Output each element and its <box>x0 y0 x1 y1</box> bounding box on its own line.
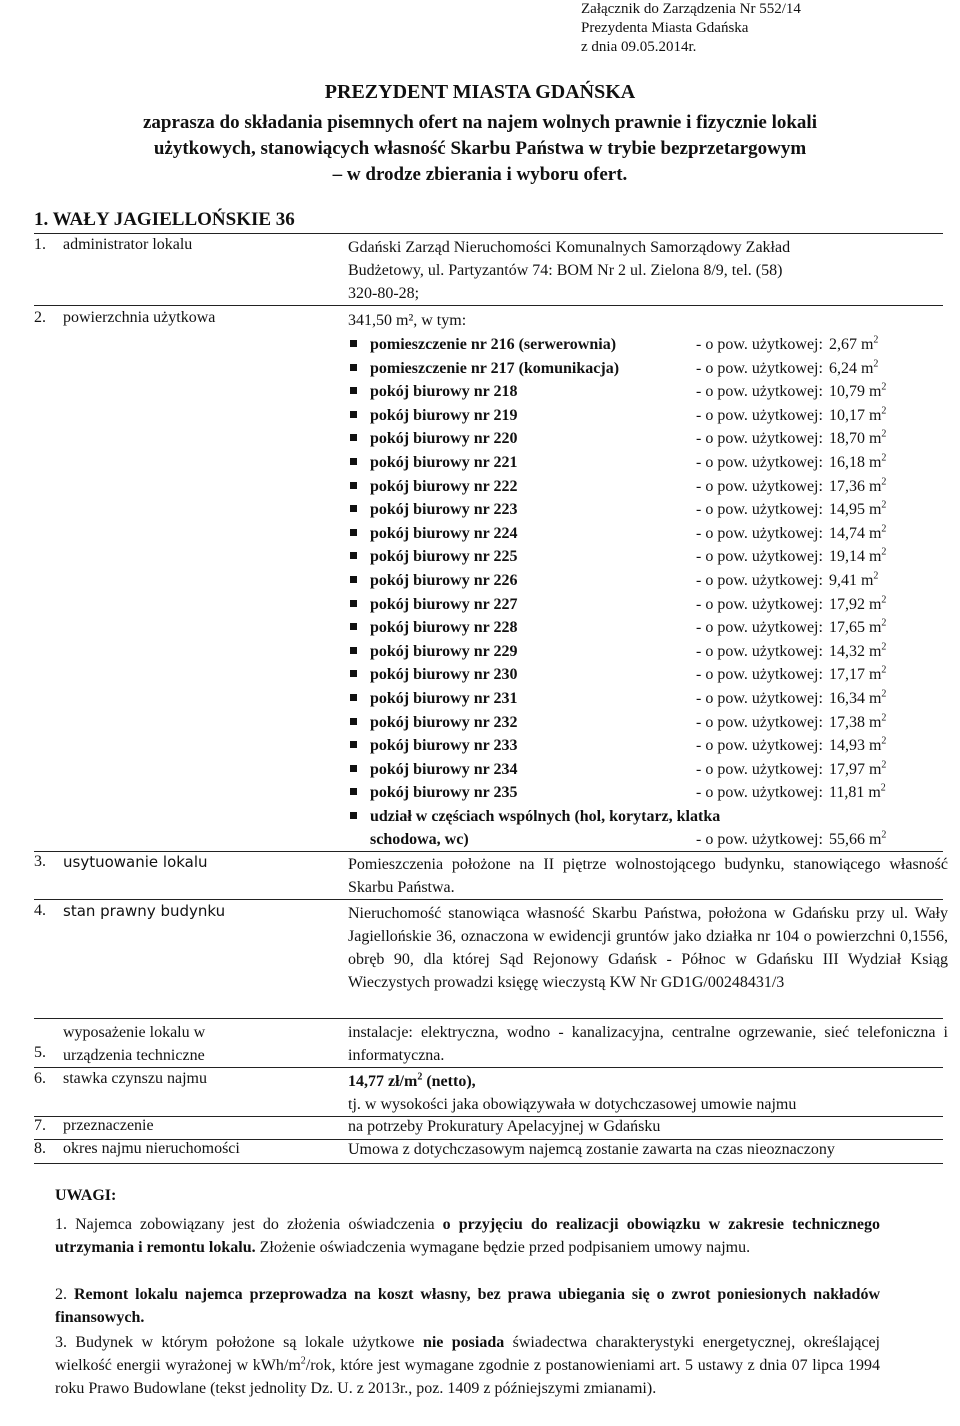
room-area: 14,95 $m^2$ <box>828 499 887 519</box>
label-line: wyposażenie lokalu w <box>63 1024 206 1041</box>
bullet-icon <box>350 781 370 805</box>
note-2: 2. Remont lokalu najemca przeprowadza na koszt własny, bez prawa ubiegania się o zwrot poniesionych nakładów finansowych. <box>55 1286 881 1326</box>
rent-rate-sup: 2 <box>417 1071 423 1083</box>
room-item <box>350 498 886 522</box>
room-name: pokój biurowy nr 228 <box>370 619 518 637</box>
room-area: 14,74 $m^2$ <box>828 523 887 542</box>
room-name: pokój biurowy nr 225 <box>370 548 518 566</box>
room-prefix: - o pow. użytkowej: <box>696 548 823 566</box>
room-area: 10,79 $m^2$ <box>828 381 887 401</box>
room-area: 11,81 $m^2$ <box>828 782 886 802</box>
divider <box>34 851 943 852</box>
room-prefix: - o pow. użytkowej: <box>696 524 823 542</box>
room-prefix: - o pow. użytkowej: <box>696 430 823 448</box>
room-name: pokój biurowy nr 227 <box>370 595 518 613</box>
room-name: pokój biurowy nr 235 <box>370 784 518 802</box>
bullet-icon <box>350 475 370 499</box>
room-item <box>350 616 886 640</box>
room-prefix: - o pow. użytkowej: <box>696 619 823 637</box>
room-name: pokój biurowy nr 222 <box>370 477 518 495</box>
room-name: pokój biurowy nr 221 <box>370 453 518 471</box>
divider <box>34 305 943 306</box>
room-item <box>350 404 886 428</box>
row-label <box>63 1021 205 1067</box>
subtitle-line: zaprasza do składania pisemnych ofert na najem wolnych prawnie i fizycznie lokali <box>143 112 817 133</box>
divider <box>34 1018 943 1019</box>
bullet-icon <box>350 640 370 664</box>
bullet-icon <box>350 805 370 829</box>
annotation-line: Załącznik do Zarządzenia Nr 552/14 <box>581 1 801 17</box>
value-line: Gdański Zarząd Nieruchomości Komunalnych Samorządowy Zakład <box>348 239 791 256</box>
bullet-icon <box>350 404 370 428</box>
divider <box>34 1163 943 1164</box>
room-prefix: - o pow. użytkowej: <box>696 453 823 471</box>
row-number: 3. <box>34 853 46 870</box>
room-prefix: - o pow. użytkowej: <box>696 666 823 684</box>
room-name: pokój biurowy nr 226 <box>370 571 518 589</box>
shared-label-cont: schodowa, wc) <box>370 831 469 849</box>
room-name: pokój biurowy nr 233 <box>370 737 518 755</box>
shared-area-item-cont <box>350 828 886 852</box>
annotation-line: Prezydenta Miasta Gdańska <box>581 20 749 36</box>
bullet-icon <box>350 357 370 381</box>
purpose-value: na potrzeby Prokuratury Apelacyjnej w Gdańsku <box>348 1118 661 1135</box>
room-item <box>350 357 886 381</box>
bullet-icon <box>350 522 370 546</box>
room-area: 17,97 $m^2$ <box>828 759 887 778</box>
room-area: 16,18 $m^2$ <box>828 452 887 471</box>
row-number: 1. <box>34 236 46 253</box>
shared-area-item <box>350 805 886 829</box>
bullet-icon <box>350 498 370 522</box>
divider <box>34 233 943 234</box>
rent-rate-suffix: (netto), <box>422 1073 476 1090</box>
row-label: przeznaczenie <box>63 1117 154 1134</box>
room-item <box>350 545 886 569</box>
subtitle-line: użytkowych, stanowiących własność Skarbu Państwa w trybie bezprzetargowym <box>153 138 807 159</box>
room-prefix: - o pow. użytkowej: <box>696 713 823 731</box>
shared-label: udział w częściach wspólnych (hol, korytarz, klatka <box>370 807 721 825</box>
room-item <box>350 687 886 711</box>
row-label: administrator lokalu <box>63 236 193 253</box>
row-number: 5. <box>34 1044 46 1061</box>
room-prefix: - o pow. użytkowej: <box>696 831 823 849</box>
room-item <box>350 333 886 357</box>
room-name: pokój biurowy nr 231 <box>370 689 518 707</box>
room-prefix: - o pow. użytkowej: <box>696 571 823 589</box>
room-item <box>350 451 886 475</box>
room-area: 19,14 $m^2$ <box>828 547 887 566</box>
room-prefix: - o pow. użytkowej: <box>696 642 823 660</box>
bullet-icon <box>350 451 370 475</box>
location-value: Pomieszczenia położone na II piętrze wolnostojącego budynku, stanowiącego własność Skarbu Państwa. <box>348 856 948 896</box>
bullet-icon <box>350 734 370 758</box>
room-area: 17,65 $m^2$ <box>828 617 887 637</box>
page-title: PREZYDENT MIASTA GDAŃSKA <box>324 81 636 103</box>
room-item <box>350 711 886 735</box>
room-prefix: - o pow. użytkowej: <box>696 336 823 353</box>
room-area: 2,67 $m^2$ <box>828 334 879 353</box>
annotation-line: z dnia 09.05.2014r. <box>581 39 697 55</box>
room-item <box>350 663 886 687</box>
room-item <box>350 522 886 546</box>
room-prefix: - o pow. użytkowej: <box>696 383 823 401</box>
room-name: pokój biurowy nr 219 <box>370 406 518 424</box>
room-prefix: - o pow. użytkowej: <box>696 406 823 424</box>
rent-note: tj. w wysokości jaka obowiązywała w dotychczasowej umowie najmu <box>348 1096 797 1113</box>
room-area: 14,32 $m^2$ <box>828 641 887 660</box>
notes-title: UWAGI: <box>55 1187 117 1204</box>
row-label: usytuowanie lokalu <box>63 853 208 871</box>
room-name: pokój biurowy nr 218 <box>370 383 518 401</box>
room-item <box>350 640 886 664</box>
value-line: 320-80-28; <box>348 285 420 302</box>
room-area: 17,92 $m^2$ <box>828 594 887 613</box>
page-subtitle <box>0 110 960 188</box>
room-area: 17,36 $m^2$ <box>828 476 887 495</box>
row-number: 8. <box>34 1140 46 1157</box>
room-prefix: - o pow. użytkowej: <box>696 760 823 778</box>
row-number: 7. <box>34 1117 46 1134</box>
room-prefix: - o pow. użytkowej: <box>696 359 823 377</box>
room-name: pokój biurowy nr 220 <box>370 430 518 448</box>
room-item <box>350 593 886 617</box>
bullet-icon <box>350 569 370 593</box>
legal-status-value: Nieruchomość stanowiąca własność Skarbu Państwa, położona w Gdańsku przy ul. Wały Jagiellońskie 36, oznaczona w ewidencji gruntów jako działka nr 104 o powierzchni 0,1556, obręb 90, dla której Sąd Rejonowy Gdańsk - Północ w Gdańsku III Wydział Ksiąg Wieczystych prowadzi księgę wieczystą KW Nr GD1G/00248431/3 <box>348 905 948 991</box>
room-area: 16,34 $m^2$ <box>828 688 887 707</box>
room-prefix: - o pow. użytkowej: <box>696 595 823 613</box>
room-item <box>350 427 886 451</box>
bullet-icon <box>350 593 370 617</box>
room-item <box>350 734 886 758</box>
row-number: 2. <box>34 309 46 326</box>
room-name: pomieszczenie nr 217 (komunikacja) <box>370 359 620 377</box>
room-item <box>350 569 886 593</box>
divider <box>34 1067 943 1068</box>
room-prefix: - o pow. użytkowej: <box>696 689 823 707</box>
room-name: pokój biurowy nr 223 <box>370 501 518 519</box>
room-name: pokój biurowy nr 224 <box>370 524 518 542</box>
bullet-icon <box>350 711 370 735</box>
rent-value <box>348 1070 796 1116</box>
room-prefix: - o pow. użytkowej: <box>696 477 823 495</box>
room-item <box>350 758 886 782</box>
bullet-icon <box>350 333 370 357</box>
note-3: 3. Budynek w którym położone są lokale użytkowe nie posiada świadectwa charakterystyki energetycznej, określającej wielkość energii wyrażonej w kWh/$m^2$/rok, które jest wymagane zgodnie z postanowieniami art. 5 ustawy z dnia 07 lipca 1994 roku Prawo Budowlane (tekst jednolity Dz. U. z 2013r., poz. 1409 z późniejszymi zmianami). <box>55 1334 881 1397</box>
rent-rate: 14,77 zł/m <box>348 1073 418 1090</box>
label-line: urządzenia techniczne <box>63 1047 205 1064</box>
administrator-value <box>348 236 790 305</box>
divider <box>34 899 943 900</box>
room-list <box>350 333 886 852</box>
note-1: 1. Najemca zobowiązany jest do złożenia oświadczenia o przyjęciu do realizacji obowiązku w zakresie technicznego utrzymania i remontu lokalu. Złożenie oświadczenia wymagane będzie przed podpisaniem umowy najmu. <box>55 1216 881 1256</box>
room-name: pokój biurowy nr 229 <box>370 642 518 660</box>
area-total: 341,50 m², w tym: <box>348 312 467 329</box>
bullet-icon <box>350 616 370 640</box>
bullet-icon <box>350 758 370 782</box>
bullet-icon <box>350 380 370 404</box>
room-name: pokój biurowy nr 230 <box>370 666 518 684</box>
room-item <box>350 781 886 805</box>
room-area: 6,24 $m^2$ <box>828 358 879 377</box>
lease-period-value: Umowa z dotychczasowym najemcą zostanie zawarta na czas nieoznaczony <box>348 1141 835 1158</box>
room-prefix: - o pow. użytkowej: <box>696 737 823 755</box>
bullet-icon <box>350 545 370 569</box>
room-name: pokój biurowy nr 234 <box>370 760 518 778</box>
bullet-icon <box>350 427 370 451</box>
room-prefix: - o pow. użytkowej: <box>696 501 823 519</box>
bullet-icon <box>350 687 370 711</box>
value-line: Budżetowy, ul. Partyzantów 74: BOM Nr 2 ul. Zielona 8/9, tel. (58) <box>348 262 783 279</box>
room-area: 14,93 $m^2$ <box>828 735 887 755</box>
annotation <box>581 0 801 57</box>
room-area: 10,17 $m^2$ <box>828 405 887 424</box>
room-item <box>350 380 886 404</box>
section-heading: 1. WAŁY JAGIELLOŃSKIE 36 <box>34 209 295 230</box>
room-name: pokój biurowy nr 232 <box>370 713 518 731</box>
equipment-value: instalacje: elektryczna, wodno - kanalizacyjna, centralne ogrzewanie, sieć telefoniczna i informatyczna. <box>348 1024 948 1064</box>
row-label: stan prawny budynku <box>63 902 226 920</box>
bullet-icon <box>350 663 370 687</box>
row-label: stawka czynszu najmu <box>63 1070 207 1087</box>
room-area: 17,38 $m^2$ <box>828 712 887 731</box>
subtitle-line: – w drodze zbierania i wyboru ofert. <box>332 164 628 185</box>
room-prefix: - o pow. użytkowej: <box>696 784 823 802</box>
row-number: 6. <box>34 1070 46 1087</box>
row-label: okres najmu nieruchomości <box>63 1140 240 1157</box>
shared-area: 55,66 $m^2$ <box>828 830 887 849</box>
room-area: 18,70 $m^2$ <box>828 429 887 448</box>
room-item <box>350 475 886 499</box>
row-number: 4. <box>34 902 46 919</box>
room-area: 9,41 $m^2$ <box>828 570 879 589</box>
room-area: 17,17 $m^2$ <box>828 664 887 684</box>
row-label: powierzchnia użytkowa <box>63 309 216 326</box>
room-name: pomieszczenie nr 216 (serwerownia) <box>370 336 617 353</box>
